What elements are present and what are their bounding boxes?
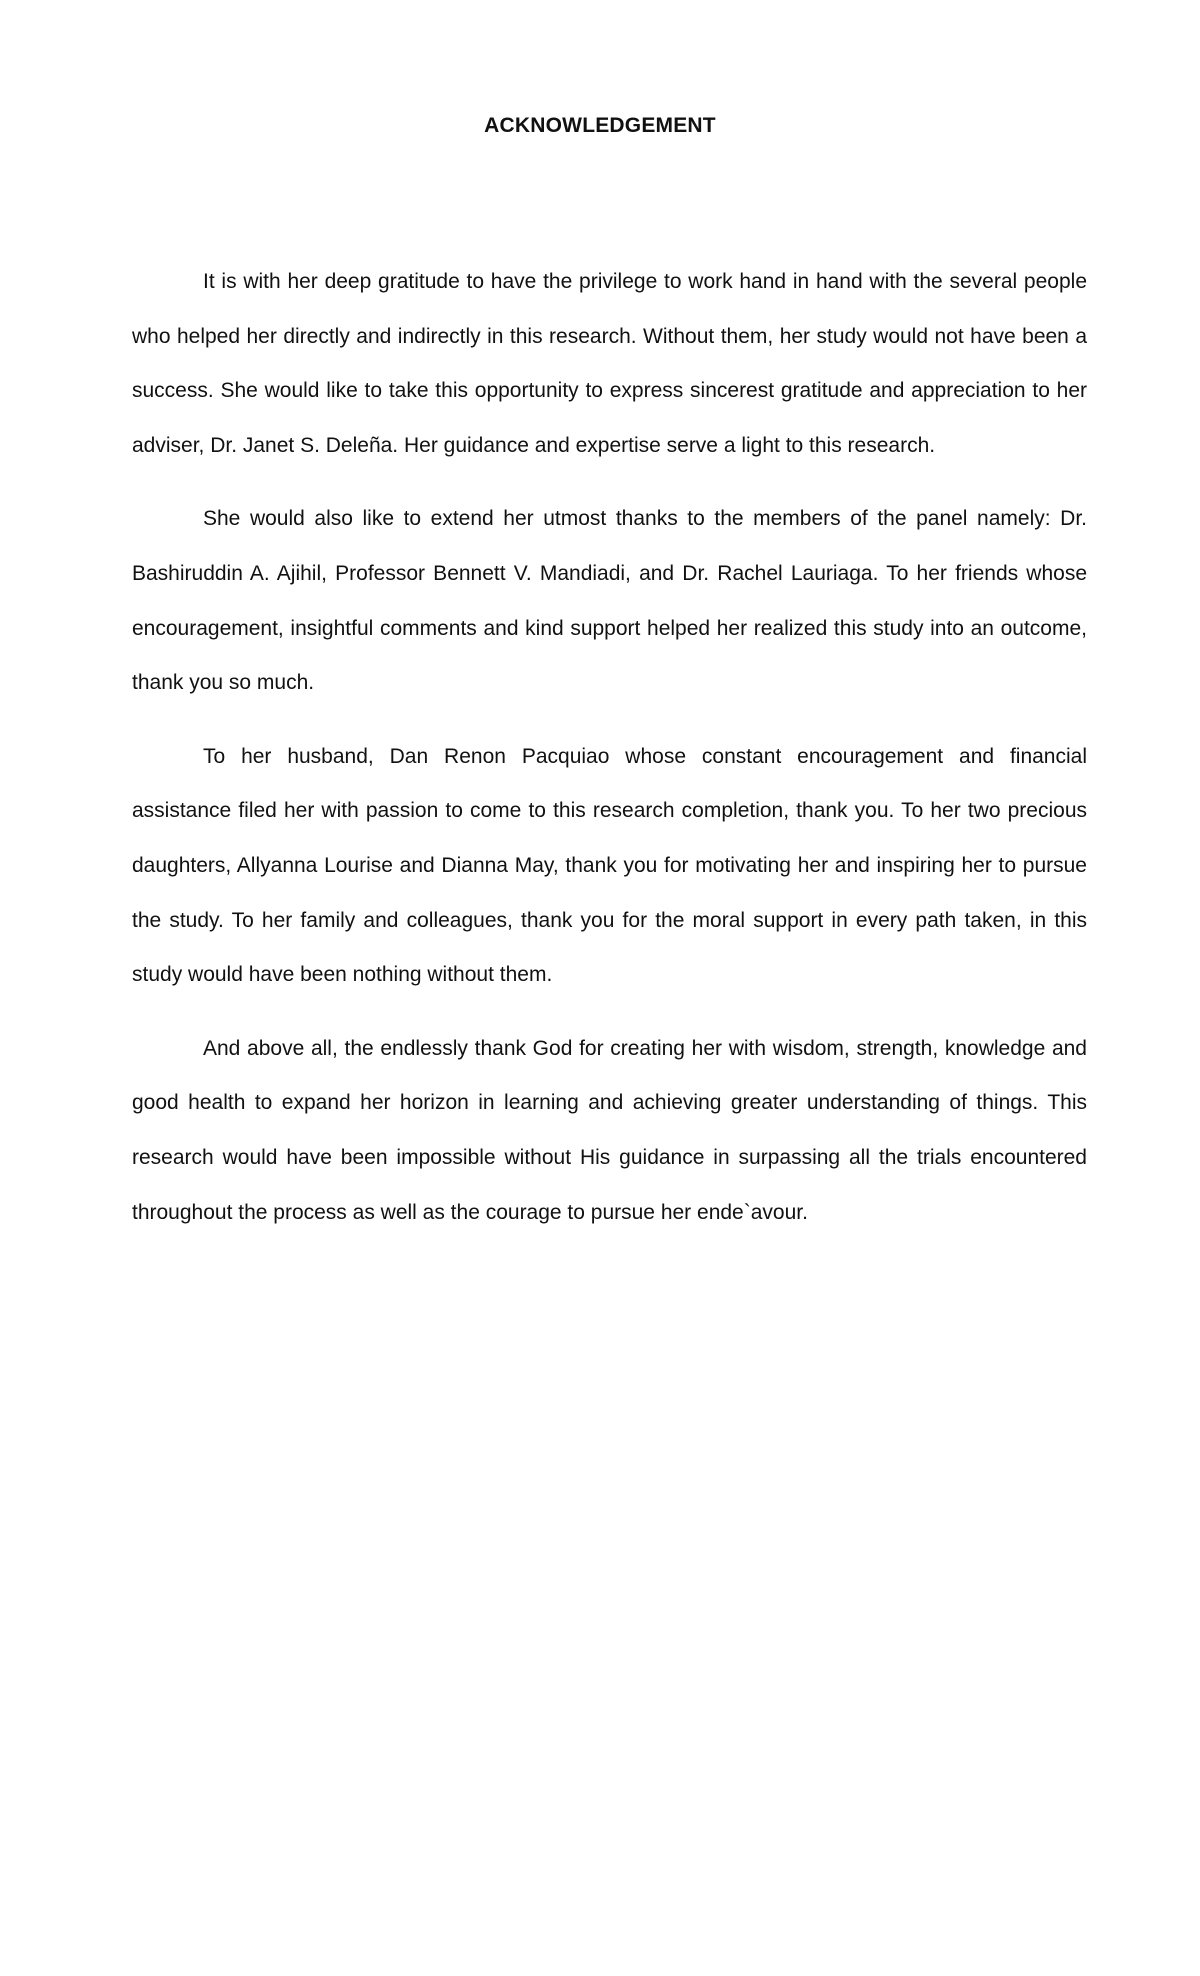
paragraph-adviser: It is with her deep gratitude to have the privilege to work hand in hand with the several people who helped her directly and indirectly in this research. Without them, her study would not have been a success. She would like to take this opportunity to express sincerest gratitude and appreciation to her adviser, Dr. Janet S. Deleña. Her guidance and expertise serve a light to this research.	[132, 270, 1087, 457]
paragraph-family: To her husband, Dan Renon Pacquiao whose constant encouragement and financial assistance filed her with passion to come to this research completion, thank you. To her two precious daughters, Allyanna Lourise and Dianna May, thank you for motivating her and inspiring her to pursue the study. To her family and colleagues, thank you for the moral support in every path taken, in this study would have been nothing without them.	[132, 744, 1087, 987]
body-text	[132, 255, 1087, 1259]
paragraph-god: And above all, the endlessly thank God for creating her with wisdom, strength, knowledge and good health to expand her horizon in learning and achieving greater understanding of things. This research would have been impossible without His guidance in surpassing all the trials encountered throughout the process as well as the courage to pursue her ende`avour.	[132, 1036, 1087, 1224]
paragraph-panel: She would also like to extend her utmost thanks to the members of the panel namely: Dr. Bashiruddin A. Ajihil, Professor Bennett V. Mandiadi, and Dr. Rachel Lauriaga. To her friends whose encouragement, insightful comments and kind support helped her realized this study into an outcome, thank you so much.	[132, 507, 1087, 695]
page-title: ACKNOWLEDGEMENT	[484, 114, 716, 137]
